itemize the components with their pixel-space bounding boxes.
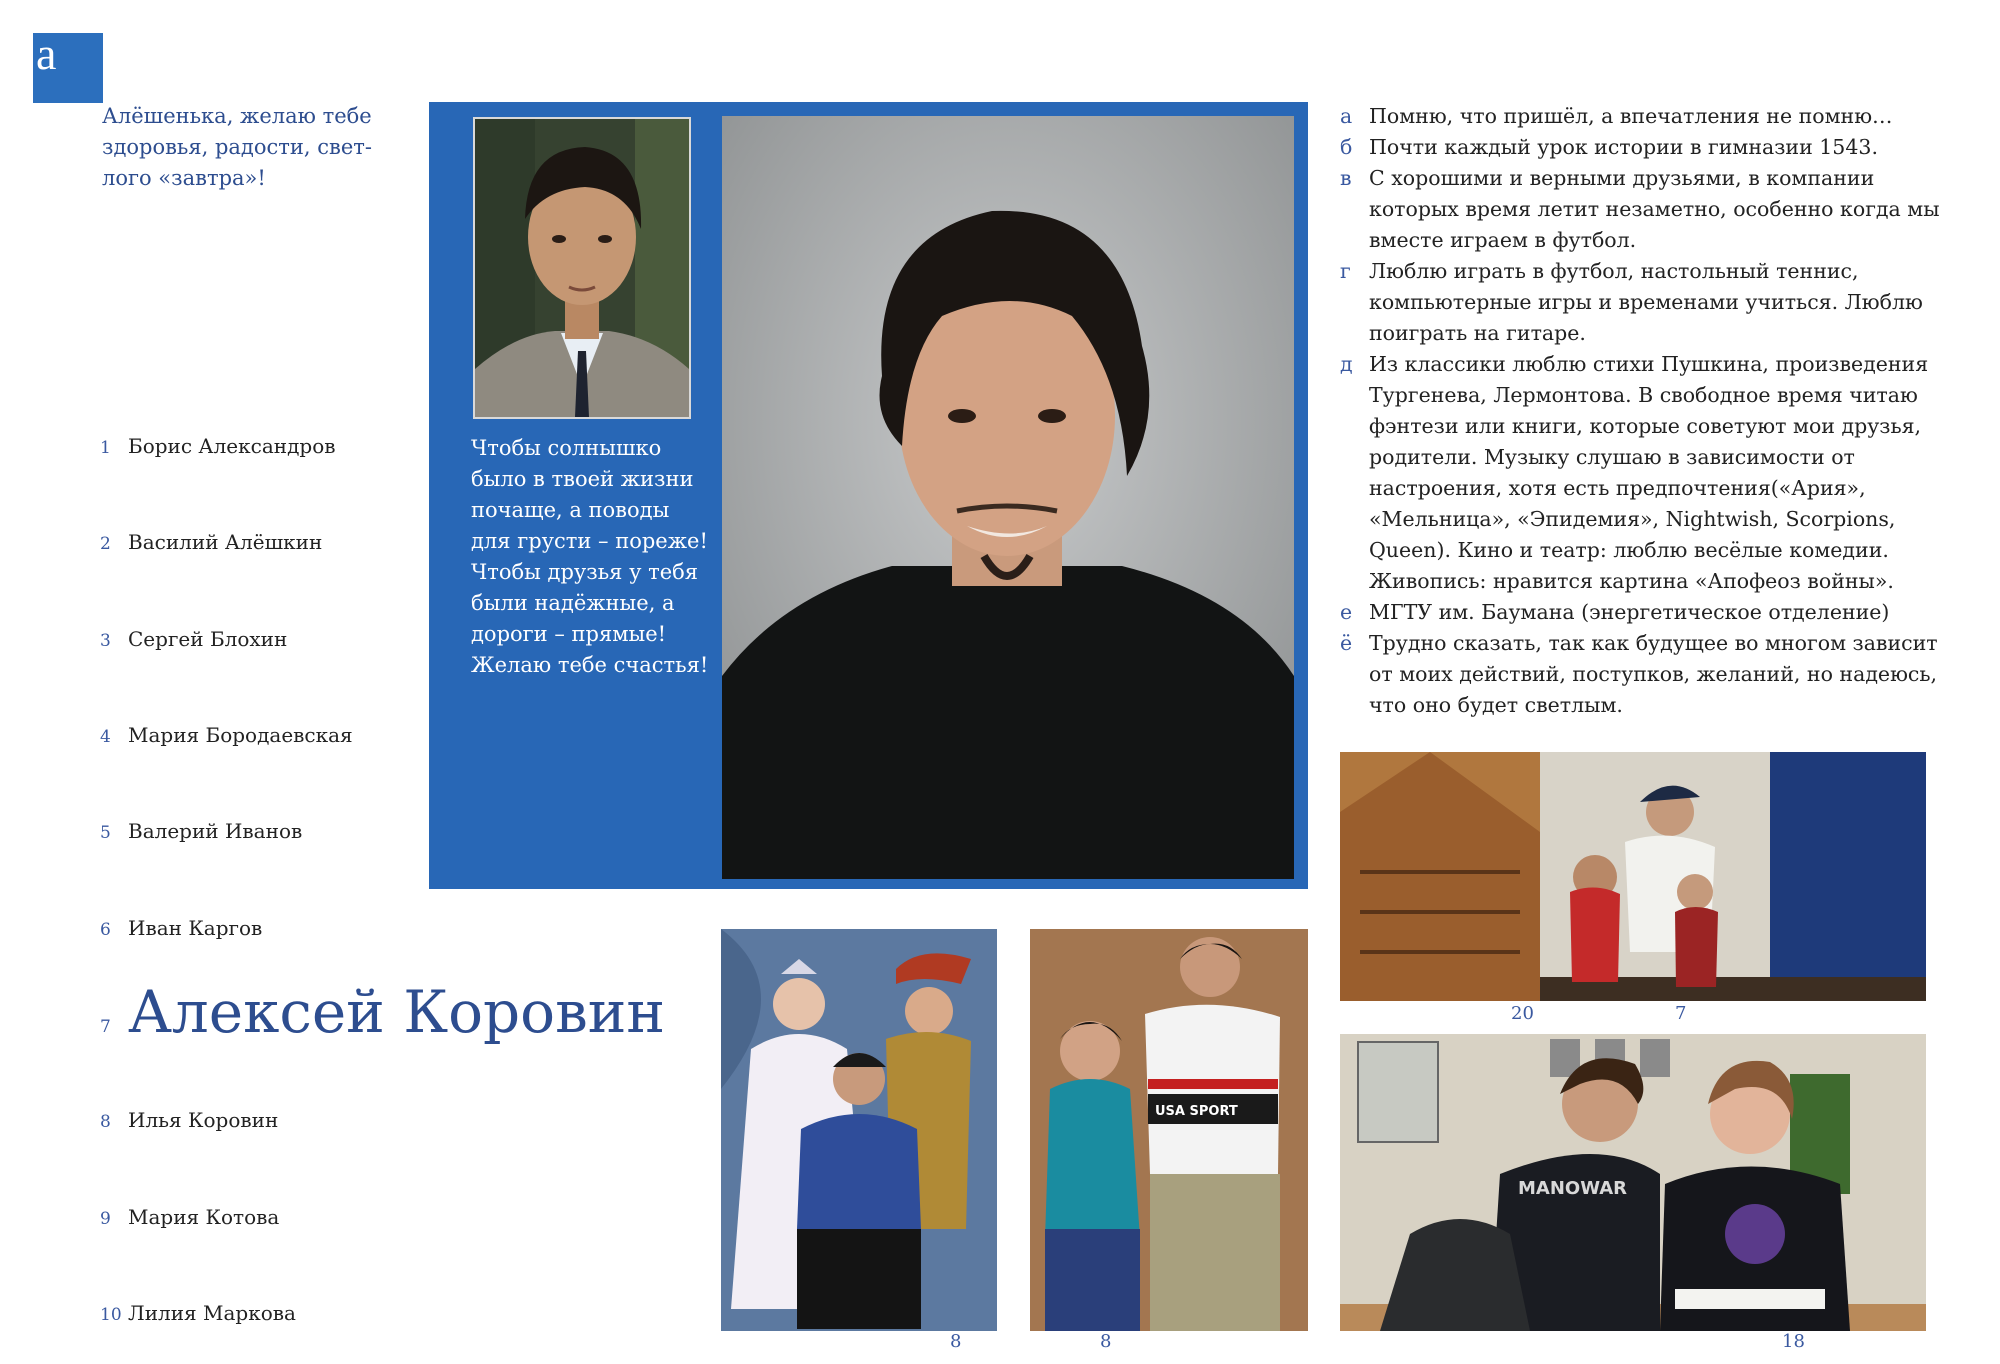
costume-caption: 8: [950, 1331, 962, 1352]
student-name-heading: Алексей Коровин: [128, 978, 666, 1046]
costume-photo: [721, 929, 997, 1331]
answer-item: б Почти каждый урок истории в гимназии 1543.: [1340, 135, 1878, 159]
friends-caption: 8: [1100, 1331, 1112, 1352]
jersey-print: USA SPORT: [1155, 1104, 1238, 1119]
classroom-caption: 18: [1782, 1331, 1805, 1352]
class-list-item: 5 Валерий Иванов: [100, 819, 303, 843]
theatre-photo: [1340, 752, 1926, 1001]
questionnaire-answers: [1340, 101, 1940, 721]
class-list-item: 3 Сергей Блохин: [100, 627, 288, 651]
answer-item: е МГТУ им. Баумана (энергетическое отделение): [1340, 600, 1890, 624]
section-letter-badge: [33, 28, 103, 103]
answer-item: г Люблю играть в футбол, настольный теннис, компьютерные игры и временами учиться. Люблю поиграть на гитаре.: [1340, 259, 1923, 345]
panel-wish-text: Чтобы солнышко было в твоей жизни почаще, а поводы для грусти – пореже! Чтобы друзья у тебя были надёжные, а дороги – прямые! Желаю тебе счастья!: [471, 436, 709, 677]
friends-photo: [1030, 929, 1308, 1331]
answer-item: д Из классики люблю стихи Пушкина, произведения Тургенева, Лермонтова. В свободное время читаю фэнтези или книги, которые советуют мои друзья, родители. Музыку слушаю в зависимости от настроения, хотя есть предпочтения(«Ария», «Мельница», «Эпидемия», Nightwish, Scorpions, Queen). Кино и театр: люблю весёлые комедии. Живопись: нравится картина «Апофеоз войны».: [1340, 352, 1929, 593]
class-list-item: 9 Мария Котова: [100, 1205, 280, 1229]
answer-item: а Помню, что пришёл, а впечатления не помню…: [1340, 104, 1893, 128]
childhood-portrait-photo: [473, 117, 691, 419]
class-list-item: 6 Иван Каргов: [100, 916, 263, 940]
main-portrait-photo: [722, 116, 1294, 879]
theatre-caption-left: 20: [1511, 1003, 1534, 1024]
classroom-photo: [1340, 1034, 1926, 1331]
left-wish-text: Алёшенька, желаю тебе здоровья, радости, свет-лого «завтра»!: [102, 104, 372, 190]
answer-item: в С хорошими и верными друзьями, в компании которых время летит незаметно, особенно когда мы вместе играем в футбол.: [1340, 166, 1940, 252]
theatre-caption-right: 7: [1675, 1003, 1687, 1024]
answer-item: ё Трудно сказать, так как будущее во многом зависит от моих действий, поступков, желаний, но надеюсь, что оно будет светлым.: [1340, 631, 1938, 717]
section-letter: а: [36, 28, 57, 79]
class-list-item: 4 Мария Бородаевская: [100, 723, 353, 747]
class-list-item: 10 Лилия Маркова: [100, 1301, 296, 1325]
class-list-item: 2 Василий Алёшкин: [100, 530, 323, 554]
class-list-item-current: 7 Алексей Коровин: [100, 978, 666, 1046]
class-list-item: 8 Илья Коровин: [100, 1108, 279, 1132]
tshirt-print: MANOWAR: [1518, 1178, 1628, 1199]
class-list-item: 1 Борис Александров: [100, 434, 336, 458]
